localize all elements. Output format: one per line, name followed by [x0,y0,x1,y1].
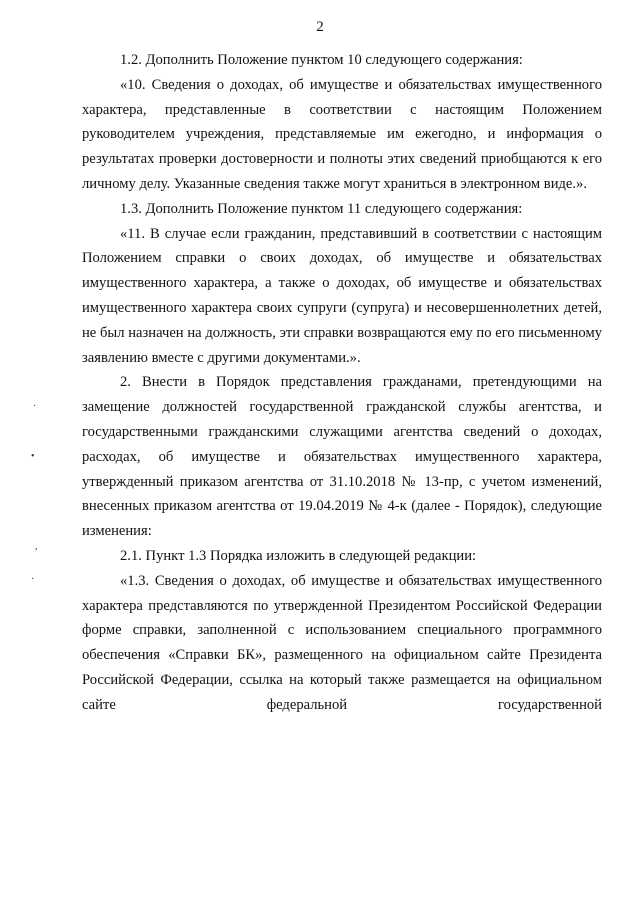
paragraph-11-quote: «11. В случае если гражданин, представивший в соответствии с настоящим Положением справки о своих доходах, об имуществе и обязательствах имущественного характера, а также о доходах, об имуществе и обязательствах имущественного характера своих супруги (супруга) и несовершеннолетних детей, не был назначен на должность, эти справки возвращаются ему по его письменному заявлению вместе с другими документами.». [82,225,602,366]
scan-mark: , [35,541,38,552]
scan-mark: • [31,451,35,462]
paragraph-2-1: 2.1. Пункт 1.3 Порядка изложить в следующей редакции: [120,547,477,564]
scan-mark: · [33,401,37,412]
paragraph-1-3-quote: «1.3. Сведения о доходах, об имуществе и обязательствах имущественного характера представляются по утвержденной Президентом Российской Федерации форме справки, заполненной с использованием специального программного обеспечения «Справки БК», размещенного на официальном сайте Президента Российской Федерации, ссылка на который также размещается на официальном сайте федеральной государственной [82,572,602,713]
paragraph-2: 2. Внести в Порядок представления гражданами, претендующими на замещение должностей государственной гражданской службы агентства, и государственными гражданскими служащими агентства сведений о доходах, расходах, об имуществе и обязательствах имущественного характера, утвержденный приказом агентства от 31.10.2018 № 13-пр, с учетом изменений, внесенных приказом агентства от 19.04.2019 № 4-к (далее - Порядок), следующие изменения: [82,374,602,540]
paragraph-1-3: 1.3. Дополнить Положение пунктом 11 следующего содержания: [120,200,523,217]
document-body [82,48,602,718]
paragraph-1-2: 1.2. Дополнить Положение пунктом 10 следующего содержания: [120,52,523,68]
scan-mark: · [31,574,35,585]
paragraph-10-quote: «10. Сведения о доходах, об имуществе и обязательствах имущественного характера, представленные в соответствии с настоящим Положением руководителем учреждения, представляемые им ежегодно, и информация о результатах проверки достоверности и полноты этих сведений приобщаются к его личному делу. Указанные сведения также могут храниться в электронном виде.». [82,76,602,192]
page-number: 2 [316,19,324,35]
